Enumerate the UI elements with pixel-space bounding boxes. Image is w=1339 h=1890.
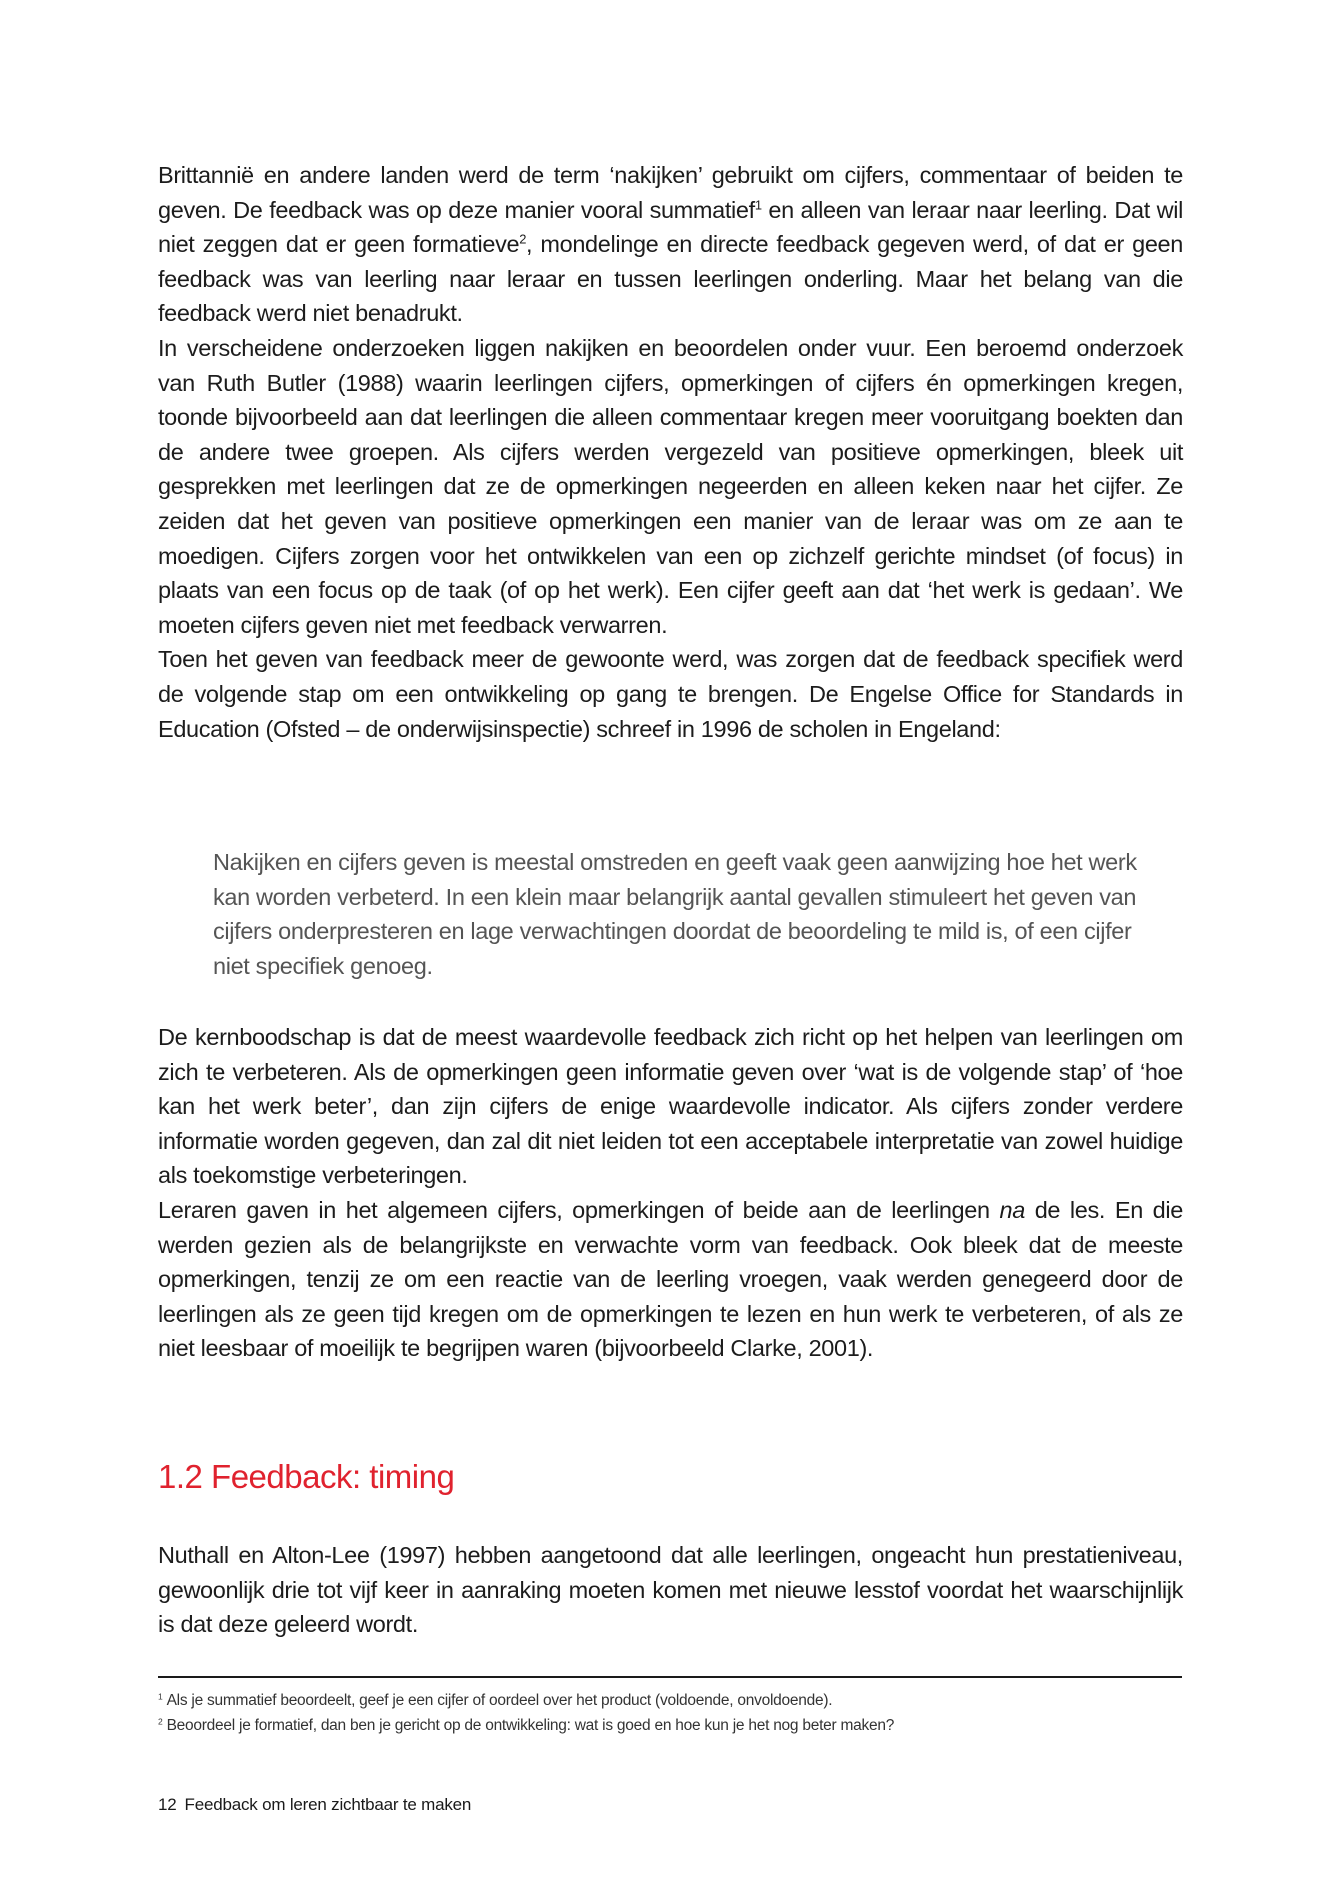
paragraph: In verscheidene onderzoeken liggen nakijken en beoordelen onder vuur. Een beroemd onderzoek van Ruth Butler (1988) waarin leerlingen cijfers, opmerkingen of cijfers én opmerkingen kregen, toonde bijvoorbeeld aan dat leerlingen die alleen commentaar kregen meer vooruitgang boekten dan de andere twee groepen. Als cijfers werden vergezeld van positieve opmerkingen, bleek uit gesprekken met leerlingen dat ze de opmerkingen negeerden en alleen keken naar het cijfer. Ze zeiden dat het geven van positieve opmerkingen een manier van de leraar was om ze aan te moedigen. Cijfers zorgen voor het ontwikkelen van een op zichzelf gerichte mindset (of focus) in plaats van een focus op de taak (of op het werk). Een cijfer geeft aan dat ‘het werk is gedaan’. We moeten cijfers geven niet met feedback verwarren. bbox=[158, 334, 1183, 638]
body-text-block-1 bbox=[158, 158, 1183, 746]
footnote-number: 2 bbox=[158, 1716, 163, 1727]
page-number: 12 bbox=[158, 1795, 177, 1814]
footnote-text: Beoordeel je formatief, dan ben je gericht op de ontwikkeling: wat is goed en hoe kun je het nog beter maken? bbox=[166, 1717, 895, 1734]
footnote-number: 1 bbox=[158, 1691, 163, 1702]
body-text-block-3 bbox=[158, 1538, 1183, 1642]
footnote-text: Als je summatief beoordeelt, geef je een cijfer of oordeel over het product (voldoende, onvoldoende). bbox=[166, 1692, 833, 1709]
footnote-divider bbox=[158, 1676, 1182, 1678]
footnote bbox=[158, 1713, 1188, 1738]
block-quote: Nakijken en cijfers geven is meestal omstreden en geeft vaak geen aanwijzing hoe het werk kan worden verbeterd. In een klein maar belangrijk aantal gevallen stimuleert het geven van cijfers onderpresteren en lage verwachtingen doordat de beoordeling te mild is, of een cijfer niet specifiek genoeg. bbox=[213, 849, 1137, 979]
footnote-reference: 1 bbox=[754, 197, 762, 213]
paragraph: Nuthall en Alton-Lee (1997) hebben aangetoond dat alle leerlingen, ongeacht hun prestatieniveau, gewoonlijk drie tot vijf keer in aanraking moeten komen met nieuwe lesstof voordat het waarschijnlijk is dat deze geleerd wordt. bbox=[158, 1542, 1183, 1638]
paragraph: Toen het geven van feedback meer de gewoonte werd, was zorgen dat de feedback specifiek werd de volgende stap om een ontwikkeling op gang te brengen. De Engelse Office for Standards in Education (Ofsted – de onderwijsinspectie) schreef in 1996 de scholen in Engeland: bbox=[158, 646, 1183, 742]
running-title: Feedback om leren zichtbaar te maken bbox=[184, 1795, 472, 1814]
paragraph: Leraren gaven in het algemeen cijfers, opmerkingen of beide aan de leerlingen na de les. En die werden gezien als de belangrijkste en verwachte vorm van feedback. Ook bleek dat de meeste opmerkingen, tenzij ze om een reactie van de leerling vroegen, vaak werden genegeerd door de leerlingen als ze geen tijd kregen om de opmerkingen te lezen en hun werk te verbeteren, of als ze niet leesbaar of moeilijk te begrijpen waren (bijvoorbeeld Clarke, 2001). bbox=[158, 1196, 1183, 1362]
page-footer bbox=[158, 1794, 471, 1816]
paragraph: De kernboodschap is dat de meest waardevolle feedback zich richt op het helpen van leerlingen om zich te verbeteren. Als de opmerkingen geen informatie geven over ‘wat is de volgende stap’ of ‘hoe kan het werk beter’, dan zijn cijfers de enige waardevolle indicator. Als cijfers zonder verdere informatie worden gegeven, dan zal dit niet leiden tot een acceptabele interpretatie van zowel huidige als toekomstige verbeteringen. bbox=[158, 1024, 1183, 1189]
body-text-block-2 bbox=[158, 1020, 1183, 1366]
section-heading: 1.2 Feedback: timing bbox=[158, 1458, 455, 1495]
footnote-reference: 2 bbox=[519, 231, 527, 247]
paragraph: Brittannië en andere landen werd de term ‘nakijken’ gebruikt om cijfers, commentaar of beiden te geven. De feedback was op deze manier vooral summatief$^1$ en alleen van leraar naar leerling. Dat wil niet zeggen dat er geen formatieve$^2$, mondelinge en directe feedback gegeven werd, of dat er geen feedback was van leerling naar leraar en tussen leerlingen onderling. Maar het belang van die feedback werd niet benadrukt. bbox=[158, 162, 1183, 327]
footnotes bbox=[158, 1688, 1188, 1738]
emphasis: na bbox=[999, 1196, 1025, 1223]
footnote bbox=[158, 1688, 1188, 1713]
